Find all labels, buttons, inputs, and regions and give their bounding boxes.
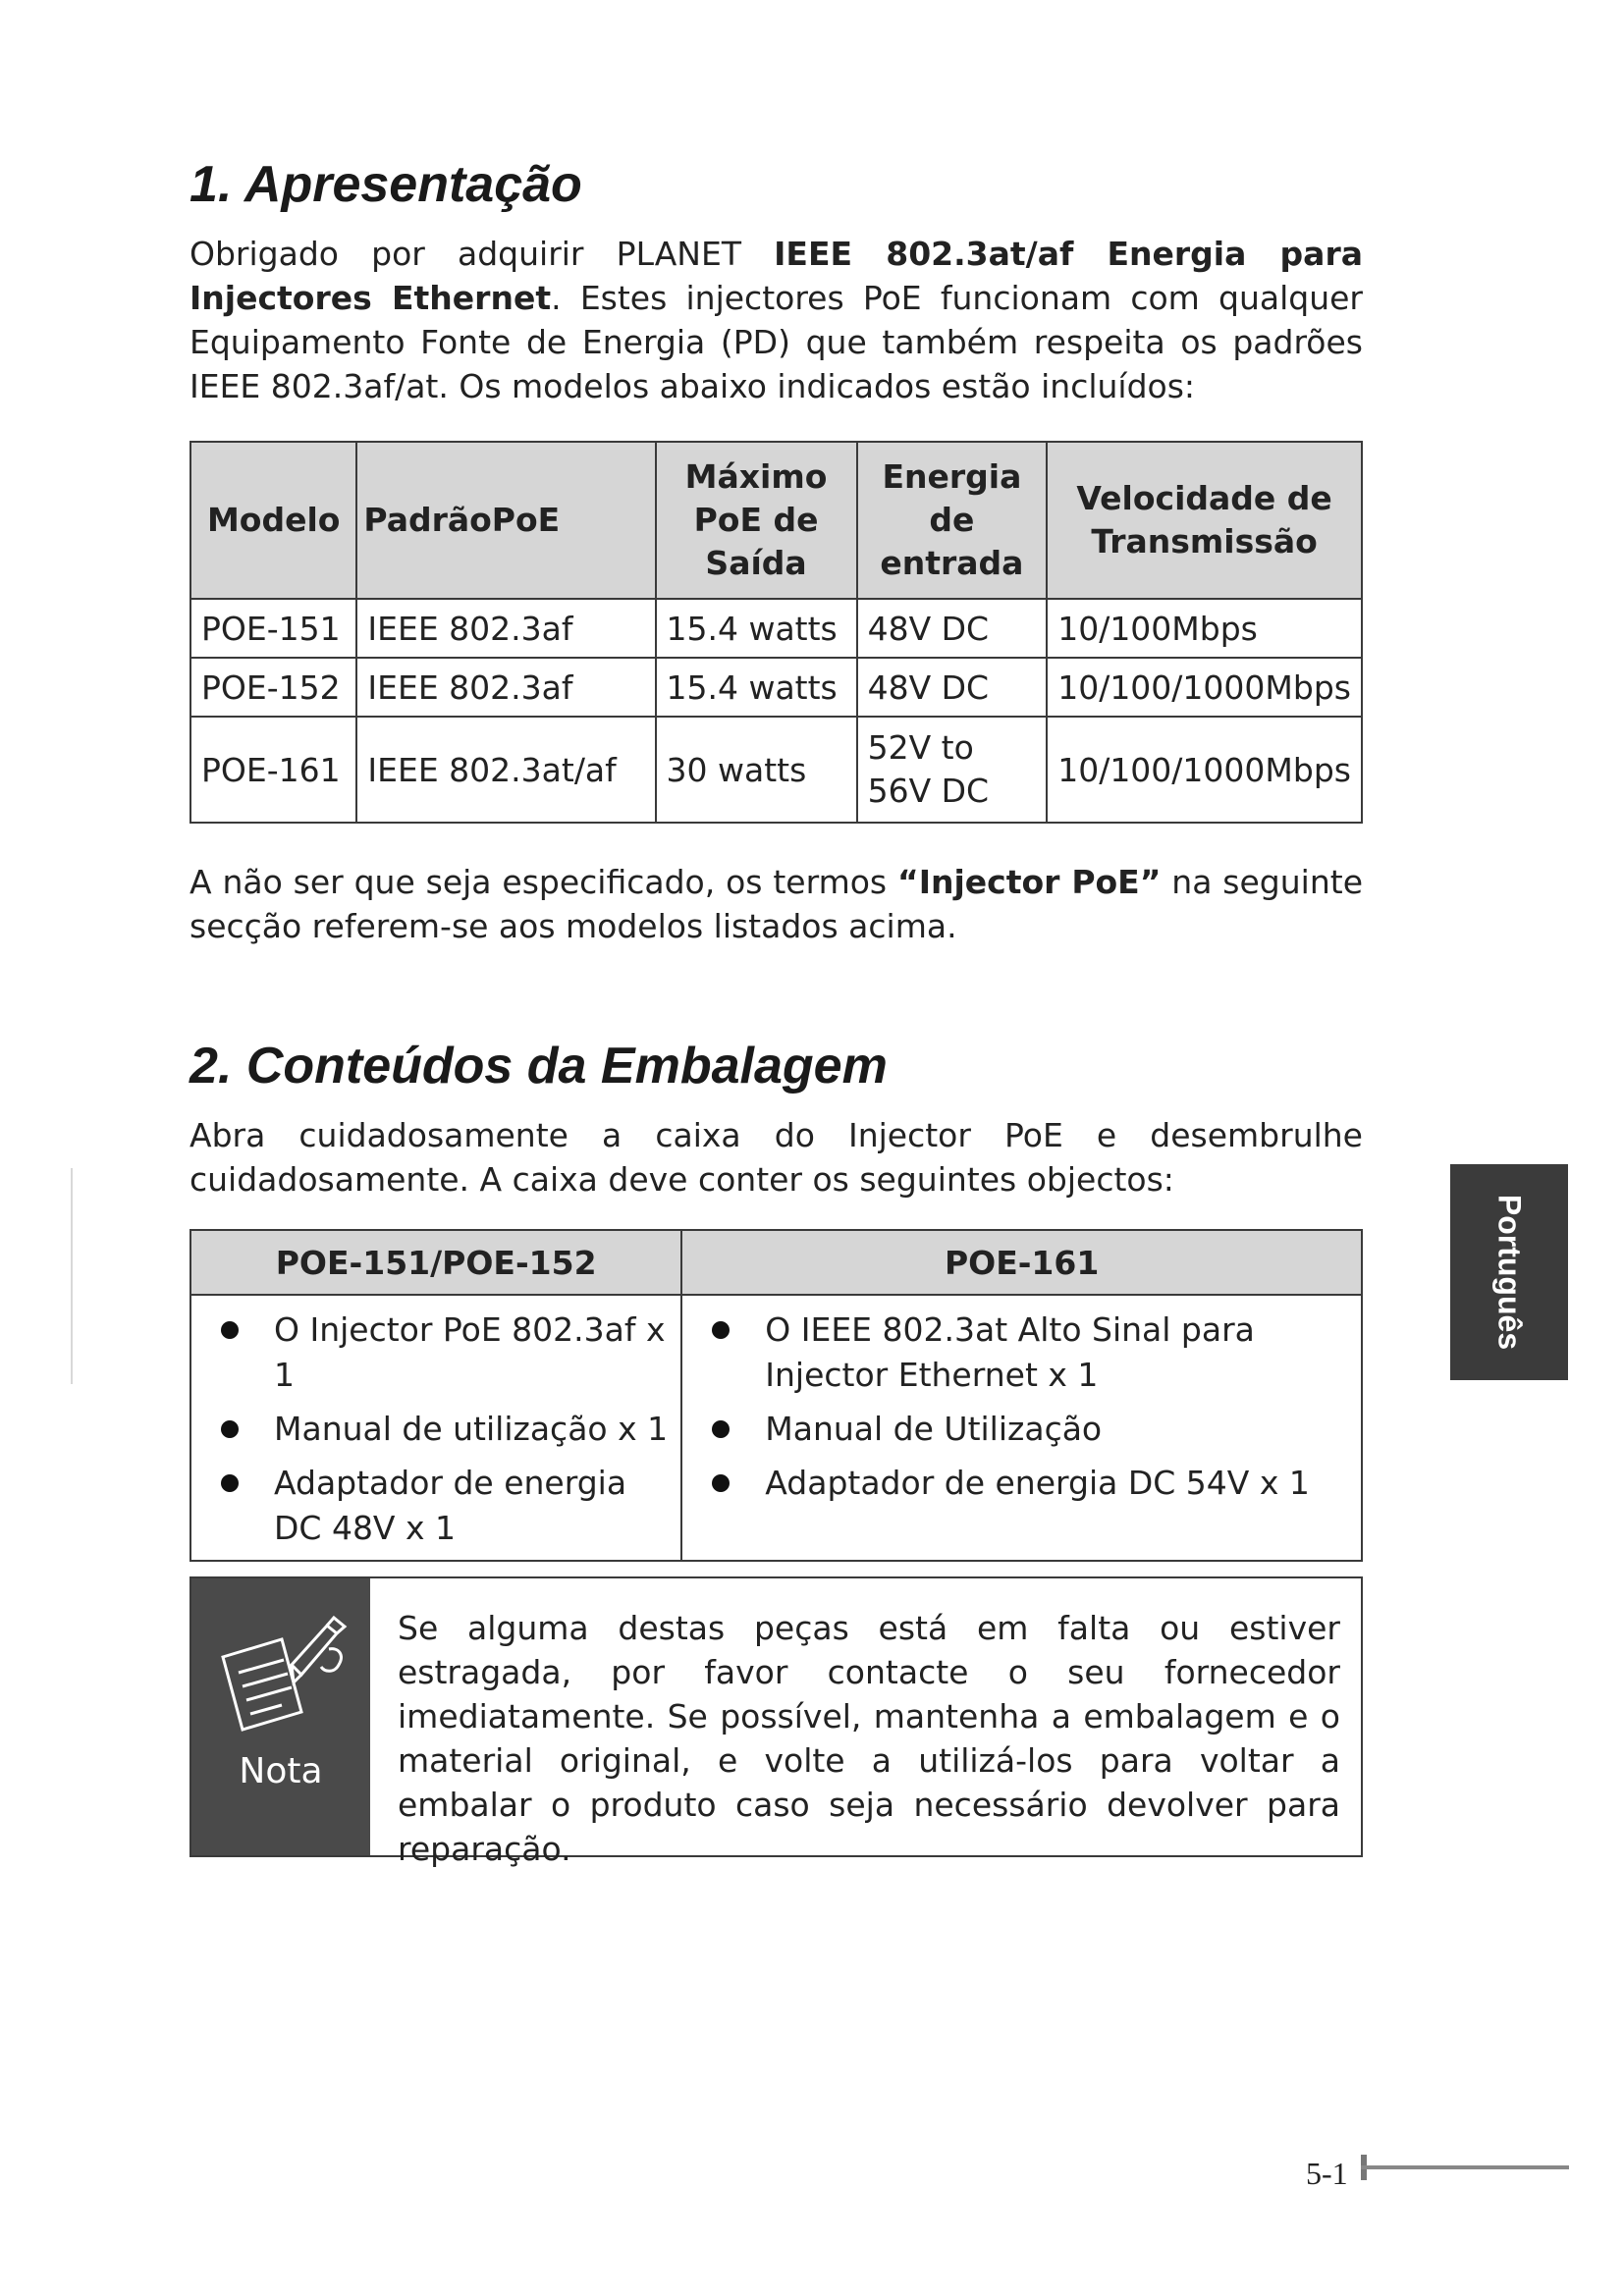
table-row	[190, 658, 1362, 717]
margin-mark	[71, 1168, 73, 1384]
cell-max-power: 15.4 watts	[656, 658, 857, 717]
table-row	[190, 717, 1362, 823]
bullet-icon	[221, 1420, 239, 1438]
bullet-icon	[221, 1474, 239, 1492]
header-model: Modelo	[190, 442, 356, 599]
header-speed: Velocidade de Transmissão	[1047, 442, 1362, 599]
cell-input: 48V DC	[857, 658, 1048, 717]
section-2-title: 2. Conteúdos da Embalagem	[189, 1038, 888, 1095]
header-poe-161: POE-161	[681, 1230, 1362, 1295]
section-1-title: 1. Apresentação	[189, 156, 582, 213]
list-item: O Injector PoE 802.3af x 1	[221, 1308, 675, 1398]
section-2-intro: Abra cuidadosamente a caixa do Injector PoE e desembrulhe cuidadosamente. A caixa deve conter os seguintes objectos:	[189, 1116, 1363, 1199]
list-item: O IEEE 802.3at Alto Sinal para Injector Ethernet x 1	[712, 1308, 1355, 1398]
cell-standard: IEEE 802.3af	[356, 658, 655, 717]
cell-model: POE-161	[190, 717, 356, 823]
terms-note: A não ser que seja especificado, os termos “Injector PoE” na seguinte secção referem-se aos modelos listados acima.	[189, 863, 1363, 945]
page-number: 5-1	[1306, 2156, 1348, 2191]
language-tab	[1450, 1164, 1568, 1380]
bullet-icon	[712, 1420, 730, 1438]
list-item: Adaptador de energia DC 48V x 1	[221, 1461, 675, 1551]
contents-col-1	[190, 1295, 681, 1561]
contents-col-2	[681, 1295, 1362, 1561]
cell-standard: IEEE 802.3at/af	[356, 717, 655, 823]
cell-speed: 10/100Mbps	[1047, 599, 1362, 658]
models-table-header	[190, 442, 1362, 599]
header-poe-151-152: POE-151/POE-152	[190, 1230, 681, 1295]
contents-table	[189, 1229, 1363, 1562]
list-item: Adaptador de energia DC 54V x 1	[712, 1461, 1355, 1506]
section-1-intro: Obrigado por adquirir PLANET IEEE 802.3at/af Energia para Injectores Ethernet. Estes injectores PoE funcionam com qualquer Equipamento Fonte de Energia (PD) que também respeita os padrões IEEE 802.3af/at. Os modelos abaixo indicados estão incluídos:	[189, 235, 1363, 405]
contents-row	[190, 1295, 1362, 1561]
note-box	[189, 1576, 1363, 1868]
list-item: Manual de Utilização	[712, 1407, 1355, 1452]
cell-model: POE-151	[190, 599, 356, 658]
page-rule	[1361, 2165, 1569, 2169]
cell-speed: 10/100/1000Mbps	[1047, 658, 1362, 717]
bullet-icon	[221, 1321, 239, 1339]
note-text: Se alguma destas peças está em falta ou estiver estragada, por favor contacte o seu fornecedor imediatamente. Se possível, mantenha a embalagem e o material original, e volte a utilizá-los para voltar a embalar o produto caso seja necessário devolver para reparação.	[398, 1609, 1340, 1868]
list-item: Manual de utilização x 1	[221, 1407, 675, 1452]
header-max-power: Máximo PoE de Saída	[656, 442, 857, 599]
cell-speed: 10/100/1000Mbps	[1047, 717, 1362, 823]
contents-table-header	[190, 1230, 1362, 1295]
cell-max-power: 15.4 watts	[656, 599, 857, 658]
cell-input: 52V to 56V DC	[857, 717, 1048, 823]
note-sidebar	[191, 1578, 370, 1855]
bullet-icon	[712, 1321, 730, 1339]
bullet-icon	[712, 1474, 730, 1492]
header-input: Energia de entrada	[857, 442, 1048, 599]
contents-list-1	[221, 1308, 675, 1551]
contents-list-2	[712, 1308, 1355, 1506]
note-label: Nota	[239, 1751, 323, 1791]
cell-input: 48V DC	[857, 599, 1048, 658]
models-table	[189, 441, 1363, 824]
note-pencil-icon	[191, 1596, 370, 1743]
language-tab-label: Português	[1491, 1194, 1528, 1351]
cell-model: POE-152	[190, 658, 356, 717]
header-standard: PadrãoPoE	[356, 442, 655, 599]
cell-max-power: 30 watts	[656, 717, 857, 823]
table-row	[190, 599, 1362, 658]
cell-standard: IEEE 802.3af	[356, 599, 655, 658]
